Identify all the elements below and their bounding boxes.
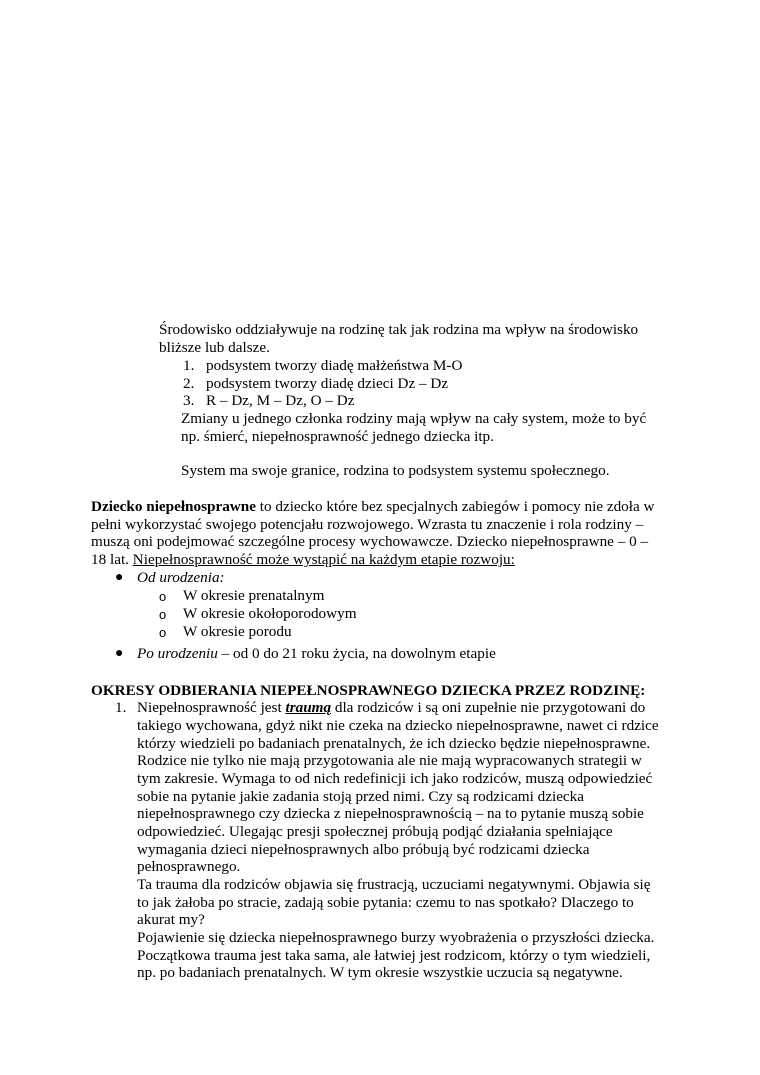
definition-term: Dziecko niepełnosprawne [91, 498, 256, 515]
period-1-line: Początkowa trauma jest taka sama, ale łatwiej jest rodzicom, którzy o tym wiedzieli, [137, 947, 651, 964]
period-1-line-1: Niepełnosprawność jest traumą dla rodziców i są oni zupełnie nie przygotowani do [137, 699, 646, 716]
from-birth-label: Od urodzenia: [137, 569, 225, 586]
period-1-line: niepełnosprawnego czy dziecka z niepełnosprawnością – na to pytanie muszą sobie [137, 805, 644, 822]
period-1-line: wymagania dzieci niepełnosprawnych albo próbują być rodzicami dziecka [137, 841, 590, 858]
subsystem-item: podsystem tworzy diadę dzieci Dz – Dz [206, 375, 449, 392]
intro-line-2: bliższe lub dalsze. [159, 339, 270, 356]
subsystem-item: podsystem tworzy diadę małżeństwa M-O [206, 357, 463, 374]
circle-bullet-icon: o [159, 589, 167, 604]
definition-line-4 [91, 551, 515, 569]
period-1-line: Pojawienie się dziecka niepełnosprawnego burzy wyobrażenia o przyszłości dziecka. [137, 929, 655, 946]
period-1-line: to jak żałoba po stracie, zadają sobie pytania: czemu to nas spotkało? Dlaczego to [137, 894, 634, 911]
subsystem-number: 3. [183, 392, 195, 409]
section-heading: OKRESY ODBIERANIA NIEPEŁNOSPRAWNEGO DZIECKA PRZEZ RODZINĘ: [91, 682, 646, 699]
period-1-line: Ta trauma dla rodziców objawia się frustracją, uczuciami negatywnymi. Objawia się [137, 876, 651, 893]
after-birth-label: Po urodzeniu [137, 645, 218, 662]
definition-age-range: 18 lat. [91, 551, 133, 568]
period-1-line: akurat my? [137, 911, 205, 928]
definition-line-1 [91, 498, 654, 516]
after-birth-line [137, 645, 496, 663]
period-1-line: tym zakresie. Wymaga to od nich redefinicji ich jako rodziców, muszą odpowiedzieć [137, 770, 653, 787]
period-number: 1. [115, 699, 127, 716]
period-1-line: np. po badaniach prenatalnych. W tym okresie wszystkie uczucia są negatywne. [137, 964, 623, 981]
from-birth-item: W okresie prenatalnym [183, 587, 325, 604]
definition-line-2: pełni wykorzystać swojego potencjału rozwojowego. Wzrasta tu znaczenie i rola rodziny – [91, 516, 644, 533]
definition-line-3: muszą oni podejmować szczególne procesy wychowawcze. Dziecko niepełnosprawne – 0 – [91, 533, 649, 550]
after-birth-rest: – od 0 do 21 roku życia, na dowolnym etapie [217, 645, 496, 662]
intro-line-1: Środowisko oddziaływuje na rodzinę tak jak rodzina ma wpływ na środowisko [159, 321, 639, 338]
from-birth-item: W okresie porodu [183, 623, 292, 640]
subsystem-number: 1. [183, 357, 195, 374]
bullet-icon: ● [115, 570, 124, 585]
period-1-line: odpowiedzieć. Ulegając presji społecznej próbują podjąć działania spełniające [137, 823, 613, 840]
period-1-line: którzy wiedzieli po badaniach prenatalnych, że ich dziecko będzie niepełnosprawne. [137, 735, 651, 752]
definition-underlined-text: Niepełnosprawność może wystąpić na każdym etapie rozwoju: [132, 551, 515, 568]
trauma-emphasis: traumą [285, 699, 332, 716]
changes-line-1: Zmiany u jednego członka rodziny mają wpływ na cały system, może to być [181, 410, 647, 427]
subsystem-number: 2. [183, 375, 195, 392]
definition-line-1-rest: to dziecko które bez specjalnych zabiegów i pomocy nie zdoła w [255, 498, 655, 515]
circle-bullet-icon: o [159, 625, 167, 640]
period-1-line: pełnosprawnego. [137, 858, 241, 875]
from-birth-item: W okresie okołoporodowym [183, 605, 357, 622]
subsystem-item: R – Dz, M – Dz, O – Dz [206, 392, 355, 409]
circle-bullet-icon: o [159, 607, 167, 622]
period-1-line: Rodzice nie tylko nie mają przygotowania ale nie mają wypracowanych strategii w [137, 752, 642, 769]
bullet-icon: ● [115, 646, 124, 661]
changes-line-2: np. śmierć, niepełnosprawność jednego dziecka itp. [181, 428, 494, 445]
period-1-line: sobie na pytanie jakie zadania stoją przed nimi. Czy są rodzicami dziecka [137, 788, 585, 805]
system-boundaries-text: System ma swoje granice, rodzina to podsystem systemu społecznego. [181, 462, 610, 479]
period-1-line: takiego wychowana, gdyż nikt nie czeka na dziecko niepełnosprawne, nawet ci rdzice [137, 717, 659, 734]
